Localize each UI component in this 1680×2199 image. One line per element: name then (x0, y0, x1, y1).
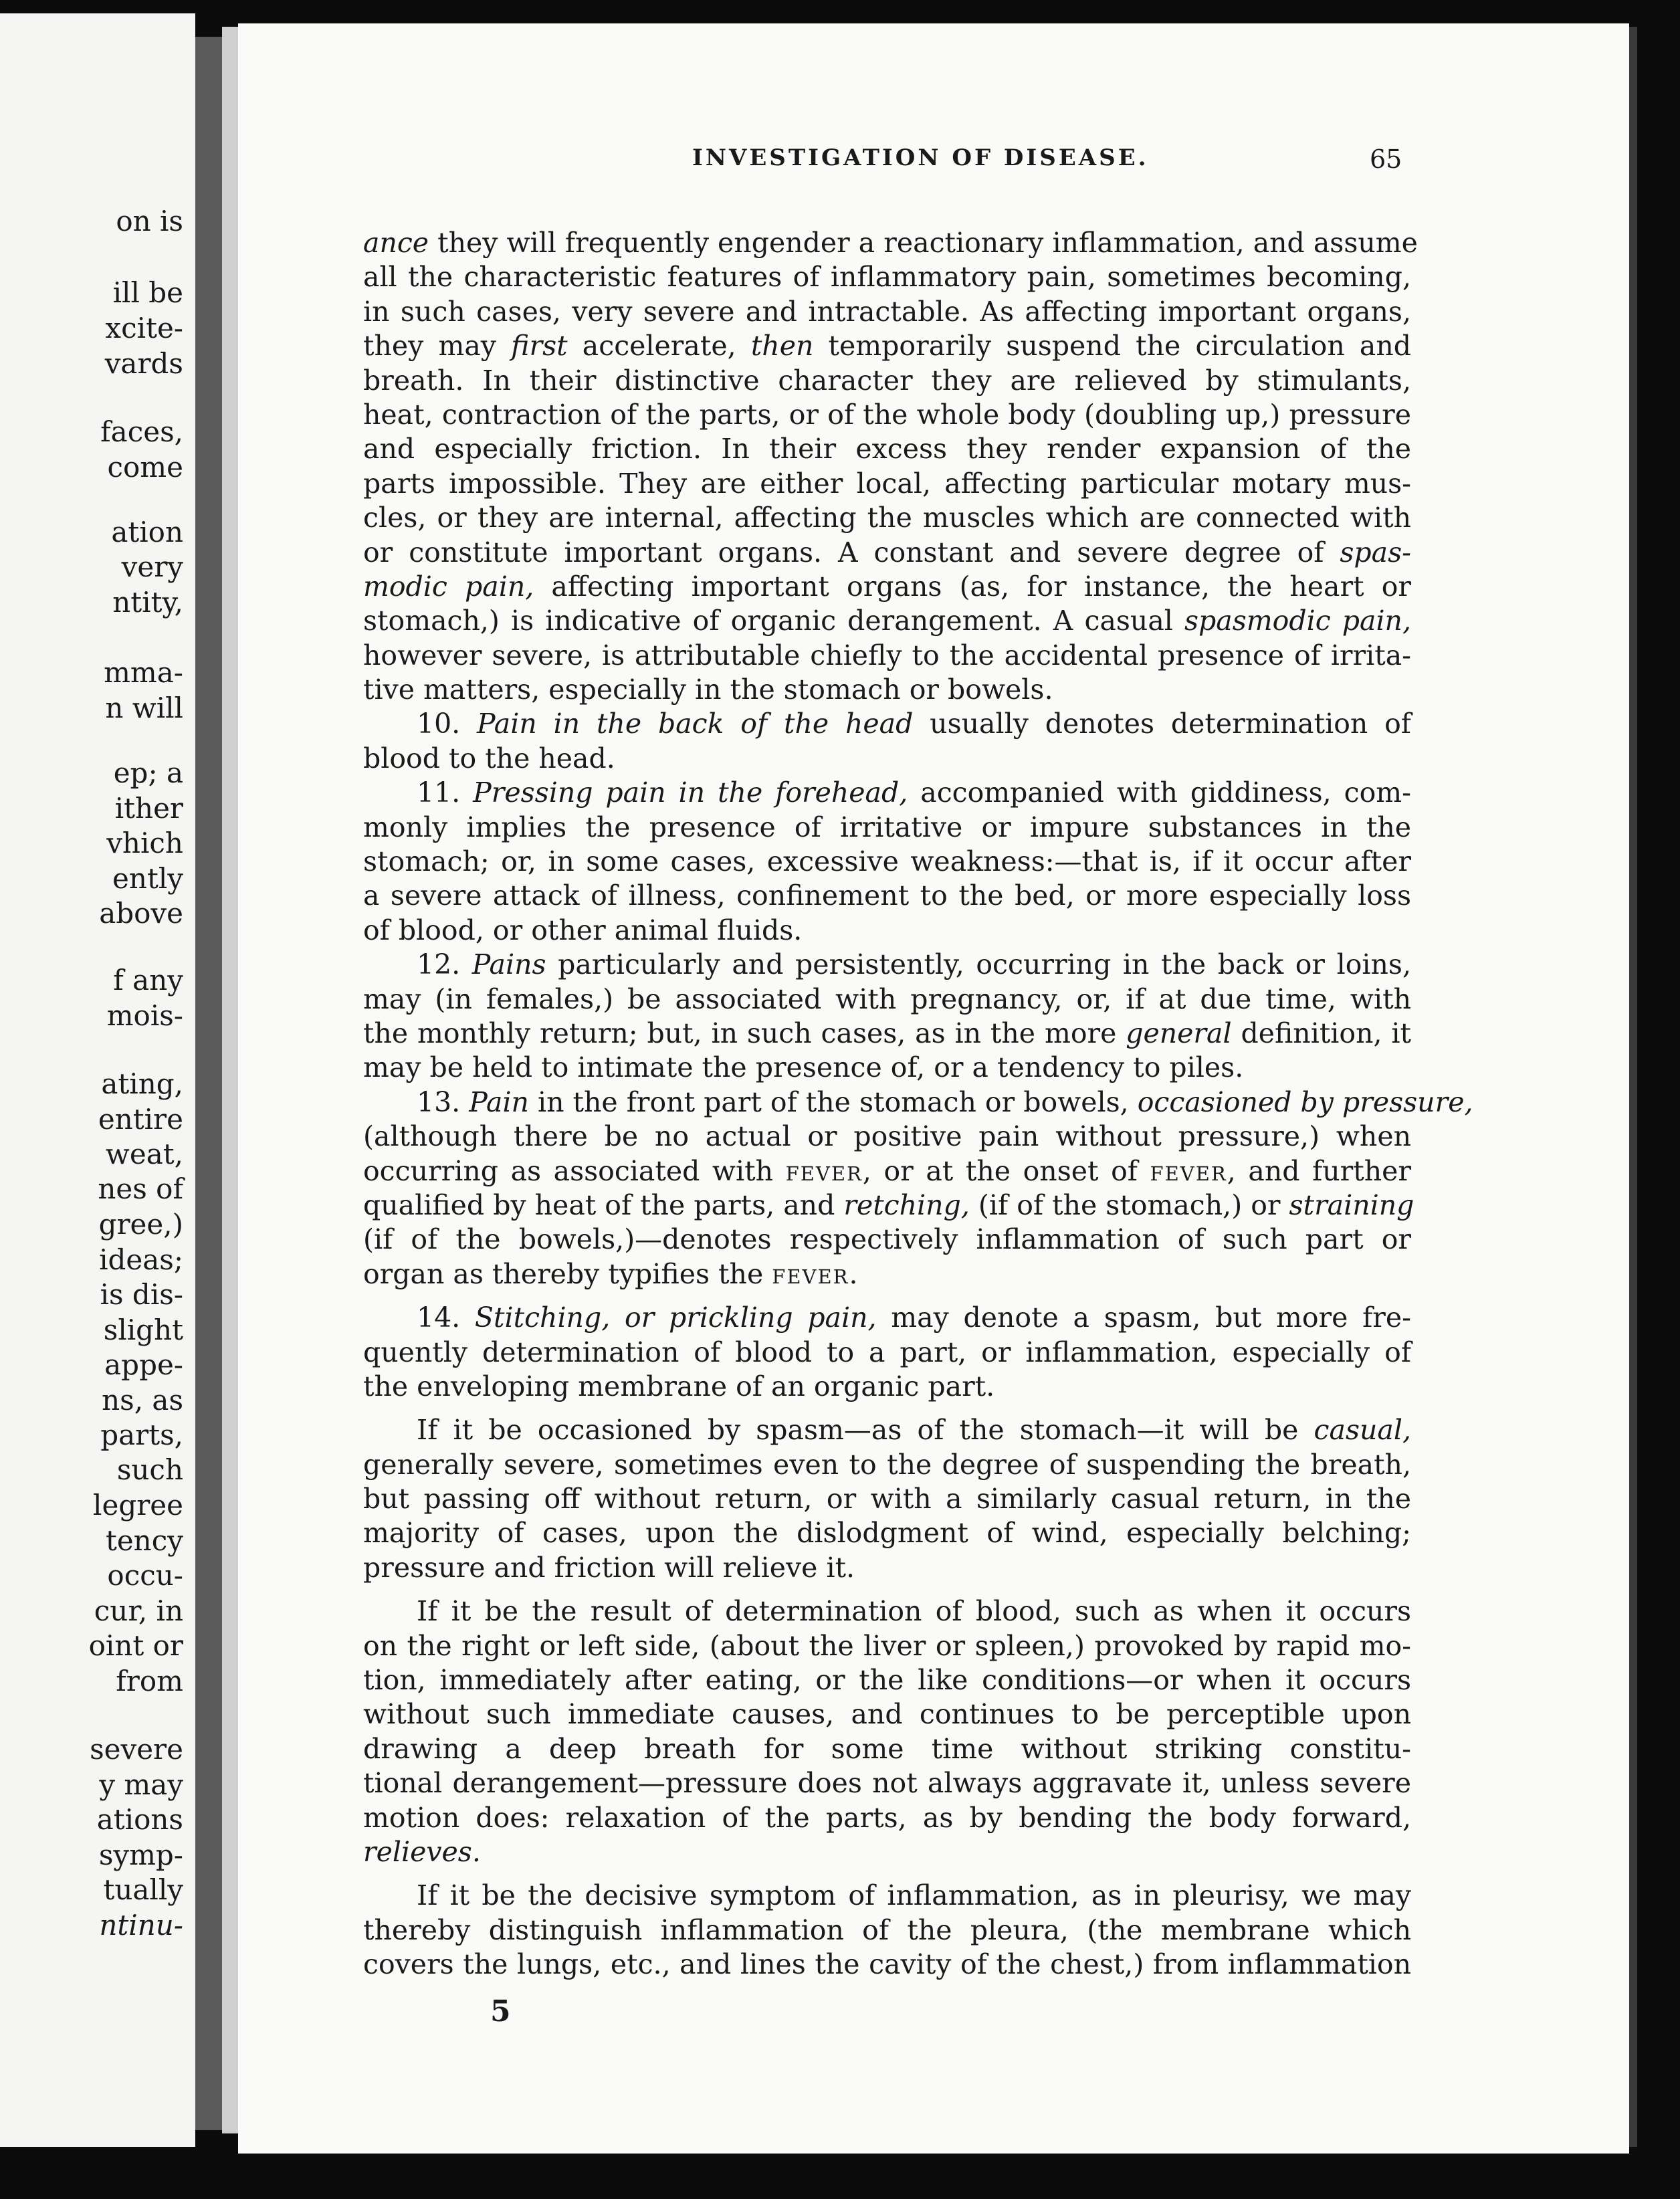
text-run: heat, contraction of the parts, or of the whole body (doubling up,) pressure (363, 398, 1411, 431)
text-run: they will frequently engender a reactionary inflammation, and assume (429, 227, 1418, 259)
text-run: the monthly return; but, in such cases, as in the more (363, 1017, 1126, 1049)
text-run: If it be the result of determination of blood, such as when it occurs (417, 1595, 1411, 1628)
text-run: in such cases, very severe and intractable. As affecting important organs, (363, 295, 1411, 328)
text-run: accelerate, (567, 330, 751, 362)
text-run: motion does: relaxation of the parts, as by bending the body forward, (363, 1801, 1411, 1834)
small-caps-run: fever (772, 1257, 849, 1290)
left-page-fragment: ither (114, 792, 183, 825)
text-run: on the right or left side, (about the liver or spleen,) provoked by rapid mo- (363, 1629, 1411, 1662)
left-page-fragment: ns, as (102, 1384, 183, 1417)
text-line (363, 260, 1411, 294)
left-page-fragment: from (116, 1665, 183, 1697)
text-run: however severe, is attributable chiefly to the accidental presence of irrita- (363, 639, 1411, 671)
text-line (363, 501, 1411, 535)
text-line (363, 1482, 1411, 1516)
signature-mark: 5 (490, 1994, 511, 2028)
left-page-fragment: tually (103, 1873, 183, 1906)
text-line (363, 364, 1411, 398)
text-line (363, 1629, 1411, 1663)
italic-run: modic pain, (363, 570, 534, 603)
text-line (363, 1948, 1411, 1982)
text-run: (if of the bowels,)—denotes respectively inflammation of such part or (363, 1223, 1411, 1256)
text-run: may (in females,) be associated with pregnancy, or, if at due time, with (363, 982, 1411, 1015)
left-page-fragment: cur, in (94, 1594, 183, 1627)
small-caps-run: fever (785, 1154, 863, 1187)
paragraph-gap (363, 1291, 1411, 1301)
left-page-fragment: occu- (107, 1559, 183, 1592)
text-run: monly implies the presence of irritative or impure substances in the (363, 811, 1411, 843)
left-page-fragment: faces, (100, 415, 183, 448)
left-page-fragment: xcite- (105, 312, 183, 344)
text-line (363, 1257, 1411, 1291)
text-line (363, 742, 1411, 776)
italic-run: Pains (471, 948, 546, 981)
text-run: qualified by heat of the parts, and (363, 1188, 844, 1221)
left-page-fragment: come (107, 451, 183, 484)
left-page-fragment: very (121, 550, 183, 583)
text-run: (if of the stomach,) or (969, 1188, 1289, 1221)
text-run: majority of cases, upon the dislodgment of wind, especially belching; (363, 1517, 1411, 1550)
page-number: 65 (1370, 144, 1402, 174)
paragraph-gap (363, 1869, 1411, 1879)
text-line (363, 811, 1411, 845)
text-run: breath. In their distinctive character they are relieved by stimulants, (363, 364, 1411, 397)
left-page-fragment: ideas; (99, 1243, 183, 1276)
left-page-fragment: tency (105, 1524, 183, 1557)
text-line (363, 1663, 1411, 1697)
text-run: particularly and persistently, occurring in the back or loins, (546, 948, 1411, 981)
text-run: stomach,) is indicative of organic derangement. A casual (363, 605, 1184, 637)
text-run: , or at the onset of (862, 1154, 1150, 1187)
text-line (363, 1551, 1411, 1585)
text-run: of blood, or other animal fluids. (363, 914, 803, 946)
text-run: parts impossible. They are either local, affecting particular motary mus- (363, 467, 1411, 500)
left-page-fragment: severe (90, 1733, 183, 1766)
text-line (363, 1879, 1411, 1913)
text-line (363, 673, 1411, 707)
text-run: a severe attack of illness, confinement to the bed, or more especially loss (363, 879, 1411, 912)
text-line (363, 1594, 1411, 1629)
text-run: all the characteristic features of inflammatory pain, sometimes becoming, (363, 261, 1411, 294)
left-page-fragment: n will (105, 692, 183, 724)
text-line (363, 536, 1411, 570)
left-page-fragment: above (99, 897, 183, 930)
text-line (363, 639, 1411, 673)
text-run: usually denotes determination of (913, 708, 1411, 740)
text-run: If it be the decisive symptom of inflammation, as in pleurisy, we may (417, 1879, 1411, 1912)
italic-run: Pain in the back of the head (477, 708, 914, 740)
text-line (363, 1370, 1411, 1404)
left-page-fragment: oint or (88, 1629, 183, 1662)
text-line (363, 1835, 1411, 1869)
italic-run: relieves. (363, 1835, 481, 1868)
left-page-fragment: ations (96, 1803, 183, 1836)
book-gutter (195, 37, 222, 2130)
text-line (363, 432, 1411, 466)
text-line (363, 707, 1411, 741)
left-page-fragment: vhich (106, 827, 183, 859)
left-page-fragment: ating, (101, 1067, 183, 1100)
text-line (363, 1301, 1411, 1335)
text-line (363, 570, 1411, 604)
text-run: accompanied with giddiness, com- (908, 776, 1411, 809)
italic-run: Pressing pain in the forehead, (473, 776, 908, 809)
text-line (363, 879, 1411, 913)
text-run: temporarily suspend the circulation and (813, 330, 1412, 362)
text-run: 14. (417, 1301, 475, 1334)
text-line (363, 1336, 1411, 1370)
text-line (363, 948, 1411, 982)
left-page-fragment: ation (111, 516, 183, 548)
left-page-fragment: ill be (112, 276, 183, 309)
left-page-fragment: mma- (104, 656, 183, 689)
text-run: may be held to intimate the presence of, or a tendency to piles. (363, 1051, 1244, 1084)
text-run: 12. (417, 948, 472, 981)
text-line (363, 1697, 1411, 1732)
text-run: (although there be no actual or positive pain without pressure,) when (363, 1120, 1411, 1153)
text-run: cles, or they are internal, affecting the muscles which are connected with (363, 502, 1411, 534)
text-line (363, 1732, 1411, 1766)
text-run: 13. (417, 1085, 469, 1118)
italic-run: then (750, 330, 814, 362)
text-run: occurring as associated with (363, 1154, 786, 1187)
text-line (363, 1801, 1411, 1835)
text-run: quently determination of blood to a part, or inflammation, especially of (363, 1336, 1411, 1368)
text-line (363, 845, 1411, 879)
text-run: . (849, 1257, 858, 1290)
text-line (363, 1516, 1411, 1550)
text-run: tive matters, especially in the stomach or bowels. (363, 673, 1053, 706)
text-line (363, 1766, 1411, 1800)
italic-run: general (1126, 1017, 1232, 1049)
text-line (363, 329, 1411, 363)
left-page-fragment: vards (104, 347, 183, 380)
italic-run: spas- (1340, 536, 1411, 568)
text-line (363, 295, 1411, 329)
text-run: definition, it (1231, 1017, 1411, 1049)
italic-run: straining (1289, 1188, 1414, 1221)
left-page-fragment: entire (98, 1103, 183, 1136)
text-run: If it be occasioned by spasm—as of the stomach—it will be (417, 1414, 1314, 1447)
text-run: but passing off without return, or with a similarly casual return, in the (363, 1483, 1411, 1515)
italic-run: occasioned by pressure, (1137, 1085, 1473, 1118)
left-page-fragment: mois- (106, 999, 183, 1032)
text-line (363, 398, 1411, 432)
text-line (363, 604, 1411, 638)
left-page-fragment: such (116, 1453, 183, 1486)
text-line (363, 1085, 1473, 1120)
text-line (363, 1051, 1411, 1085)
text-line (363, 982, 1411, 1017)
left-page-fragment: parts, (100, 1419, 183, 1451)
text-run: tional derangement—pressure does not always aggravate it, unless severe (363, 1767, 1411, 1800)
left-page-fragment: nes of (98, 1172, 183, 1205)
text-run: drawing a deep breath for some time without striking constitu- (363, 1732, 1411, 1765)
page-edge (1629, 27, 1637, 2147)
italic-run: ance (363, 227, 429, 259)
italic-run: Pain (469, 1085, 529, 1118)
left-page-fragment: legree (93, 1489, 183, 1522)
text-run: in the front part of the stomach or bowels, (528, 1085, 1138, 1118)
text-run: without such immediate causes, and continues to be perceptible upon (363, 1698, 1411, 1731)
left-page-fragment: ep; a (113, 756, 183, 789)
left-page-fragment: is dis- (100, 1278, 183, 1311)
text-run: or constitute important organs. A constant and severe degree of (363, 536, 1340, 568)
body-text (363, 226, 1473, 1982)
book-gutter-inner (222, 27, 238, 2133)
text-line (363, 1223, 1411, 1257)
text-line (363, 1188, 1414, 1223)
text-run: 10. (417, 708, 478, 740)
italic-run: Stitching, or prickling pain, (474, 1301, 877, 1334)
text-run: 11. (417, 776, 474, 809)
text-line (363, 1448, 1411, 1482)
text-run: they may (363, 330, 512, 362)
left-page-fragment: symp- (98, 1839, 183, 1871)
text-line (363, 1413, 1411, 1447)
text-run: stomach; or, in some cases, excessive weakness:—that is, if it occur after (363, 845, 1411, 878)
left-page-fragment: y may (99, 1768, 183, 1801)
text-run: the enveloping membrane of an organic part. (363, 1370, 995, 1402)
small-caps-run: fever (1150, 1154, 1227, 1187)
text-line (363, 467, 1411, 501)
left-page-fragment: ntity, (112, 586, 183, 619)
left-page-fragment: appe- (104, 1348, 183, 1381)
left-page-fragment: slight (103, 1314, 183, 1346)
left-page-fragment: on is (116, 205, 183, 237)
left-page-fragment: weat, (105, 1138, 183, 1170)
left-page-fragment: ently (112, 862, 183, 895)
text-line (363, 1913, 1411, 1948)
text-line (363, 914, 1411, 948)
italic-run: first (511, 330, 568, 362)
text-run: blood to the head. (363, 742, 615, 774)
text-line (363, 1154, 1411, 1188)
text-run: generally severe, sometimes even to the degree of suspending the breath, (363, 1448, 1411, 1481)
paragraph-gap (363, 1585, 1411, 1594)
left-page-fragment: ntinu- (99, 1909, 183, 1942)
text-line (363, 226, 1418, 260)
text-run: tion, immediately after eating, or the like conditions—or when it occurs (363, 1664, 1411, 1697)
text-run: organ as thereby typifies the (363, 1257, 772, 1290)
italic-run: spasmodic pain, (1184, 605, 1411, 637)
text-line (363, 776, 1411, 810)
text-run: covers the lungs, etc., and lines the cavity of the chest,) from inflammation (363, 1948, 1411, 1981)
italic-run: retching, (843, 1188, 970, 1221)
paragraph-gap (363, 1404, 1411, 1413)
text-line (363, 1120, 1411, 1154)
left-page-fragment: gree,) (98, 1208, 183, 1241)
text-run: may denote a spasm, but more fre- (876, 1301, 1411, 1334)
running-title: INVESTIGATION OF DISEASE. (692, 144, 1149, 171)
text-run: pressure and friction will relieve it. (363, 1551, 855, 1584)
text-run: and especially friction. In their excess they render expansion of the (363, 433, 1411, 465)
text-line (363, 1017, 1411, 1051)
left-page-fragment: f any (113, 964, 183, 997)
text-run: , and further (1227, 1154, 1411, 1187)
italic-run: casual, (1314, 1414, 1411, 1447)
left-page (0, 13, 195, 2147)
text-run: thereby distinguish inflammation of the pleura, (the membrane which (363, 1913, 1411, 1946)
text-run: affecting important organs (as, for instance, the heart or (534, 570, 1411, 603)
